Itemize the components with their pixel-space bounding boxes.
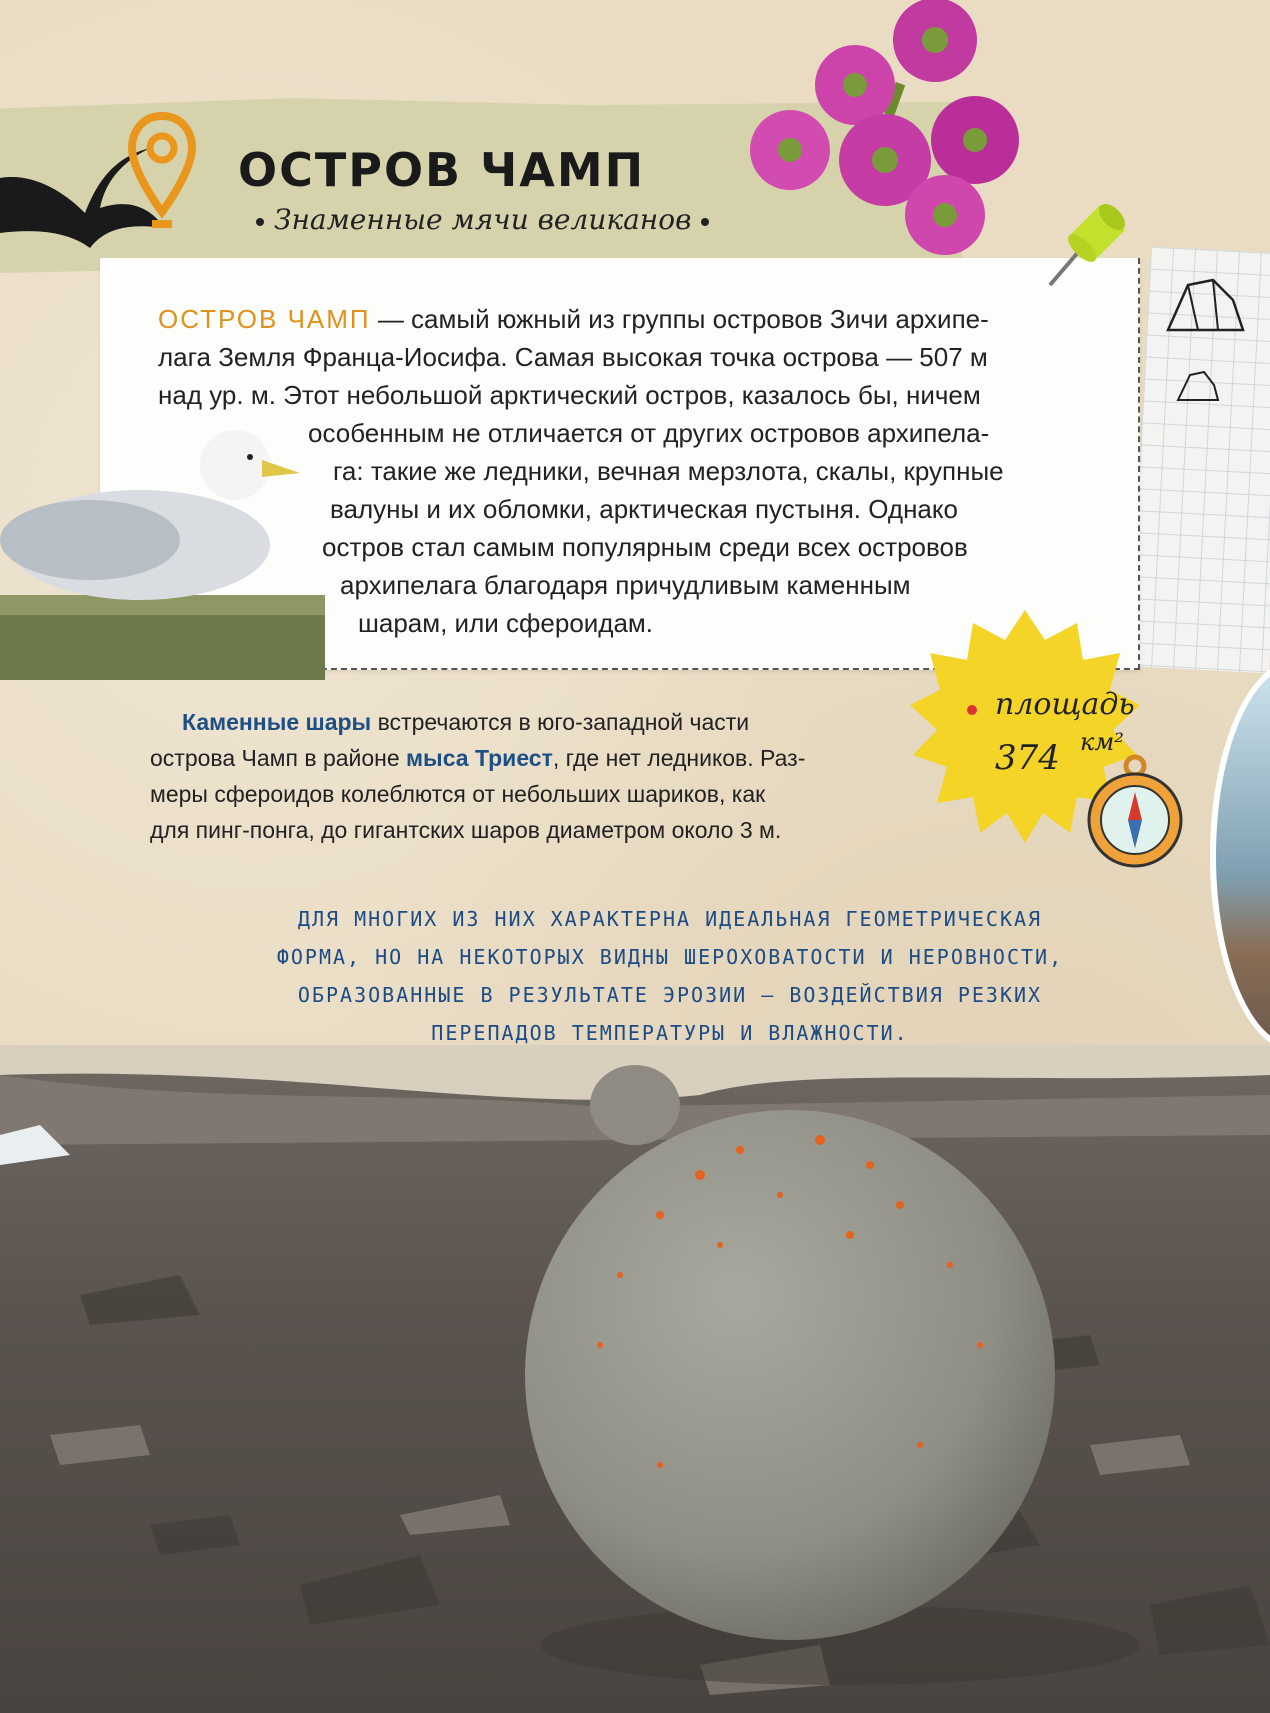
intro-highlight: ОСТРОВ ЧАМП <box>158 304 371 334</box>
term-cape-triest: мыса Триест <box>406 745 553 771</box>
body-line <box>150 704 870 740</box>
intro-line: над ур. м. Этот небольшой арктический остров, казалось бы, ничем <box>158 380 981 410</box>
body-text: встречаются в юго-западной части <box>371 709 750 735</box>
body-line: для пинг-понга, до гигантских шаров диаметром около 3 м. <box>150 817 782 843</box>
intro-line: шарам, или сфероидам. <box>358 608 654 638</box>
term-stone-balls: Каменные шары <box>182 709 372 735</box>
badge-bullet <box>967 705 977 715</box>
handnote-line: ПЕРЕПАДОВ ТЕМПЕРАТУРЫ И ВЛАЖНОСТИ. <box>431 1021 909 1045</box>
map-pin-icon <box>128 112 196 242</box>
handnote-line: ДЛЯ МНОГИХ ИЗ НИХ ХАРАКТЕРНА ИДЕАЛЬНАЯ ГЕОМЕТРИЧЕСКАЯ <box>297 907 1043 931</box>
badge-value: 374 <box>995 738 1060 778</box>
intro-line: особенным не отличается от других островов архипела- <box>308 418 990 448</box>
bullet-dot <box>701 218 709 226</box>
subtitle-text: Знаменные мячи великанов <box>274 203 692 236</box>
intro-line: остров стал самым популярным среди всех островов <box>322 532 968 562</box>
page-subtitle <box>246 203 719 236</box>
push-pin-icon <box>1030 190 1140 300</box>
handwritten-note <box>220 900 1120 1052</box>
badge-unit: км² <box>1080 728 1124 756</box>
bullet-dot <box>256 218 264 226</box>
body-text: острова Чамп в районе <box>150 745 407 771</box>
body-paragraph <box>150 704 870 848</box>
intro-line: архипелага благодаря причудливым каменным <box>340 570 911 600</box>
flower-icon <box>735 0 1035 265</box>
intro-line <box>158 300 1098 338</box>
intro-line: валуны и их обломки, арктическая пустыня. Однако <box>330 494 959 524</box>
round-photo <box>1210 660 1270 1052</box>
body-line <box>150 740 870 776</box>
intro-line-text: — самый южный из группы островов Зичи архипе- <box>370 304 989 334</box>
stone-sphere-photo <box>0 1045 1270 1713</box>
handnote-line: ФОРМА, НО НА НЕКОТОРЫХ ВИДНЫ ШЕРОХОВАТОСТИ И НЕРОВНОСТИ, <box>276 945 1064 969</box>
compass-icon <box>1080 752 1190 872</box>
badge-label: площадь <box>995 687 1135 722</box>
page-title: ОСТРОВ ЧАМП <box>238 143 646 197</box>
body-text: , где нет ледников. Раз- <box>552 745 806 771</box>
handnote-line: ОБРАЗОВАННЫЕ В РЕЗУЛЬТАТЕ ЭРОЗИИ — ВОЗДЕЙСТВИЯ РЕЗКИХ <box>297 983 1043 1007</box>
intro-paragraph <box>158 300 1098 642</box>
body-line: меры сфероидов колеблются от небольших шариков, как <box>150 781 766 807</box>
intro-line: лага Земля Франца-Иосифа. Самая высокая точка острова — 507 м <box>158 342 988 372</box>
intro-line: га: такие же ледники, вечная мерзлота, скалы, крупные <box>333 456 1004 486</box>
rock-sketch-icon <box>1158 270 1258 410</box>
